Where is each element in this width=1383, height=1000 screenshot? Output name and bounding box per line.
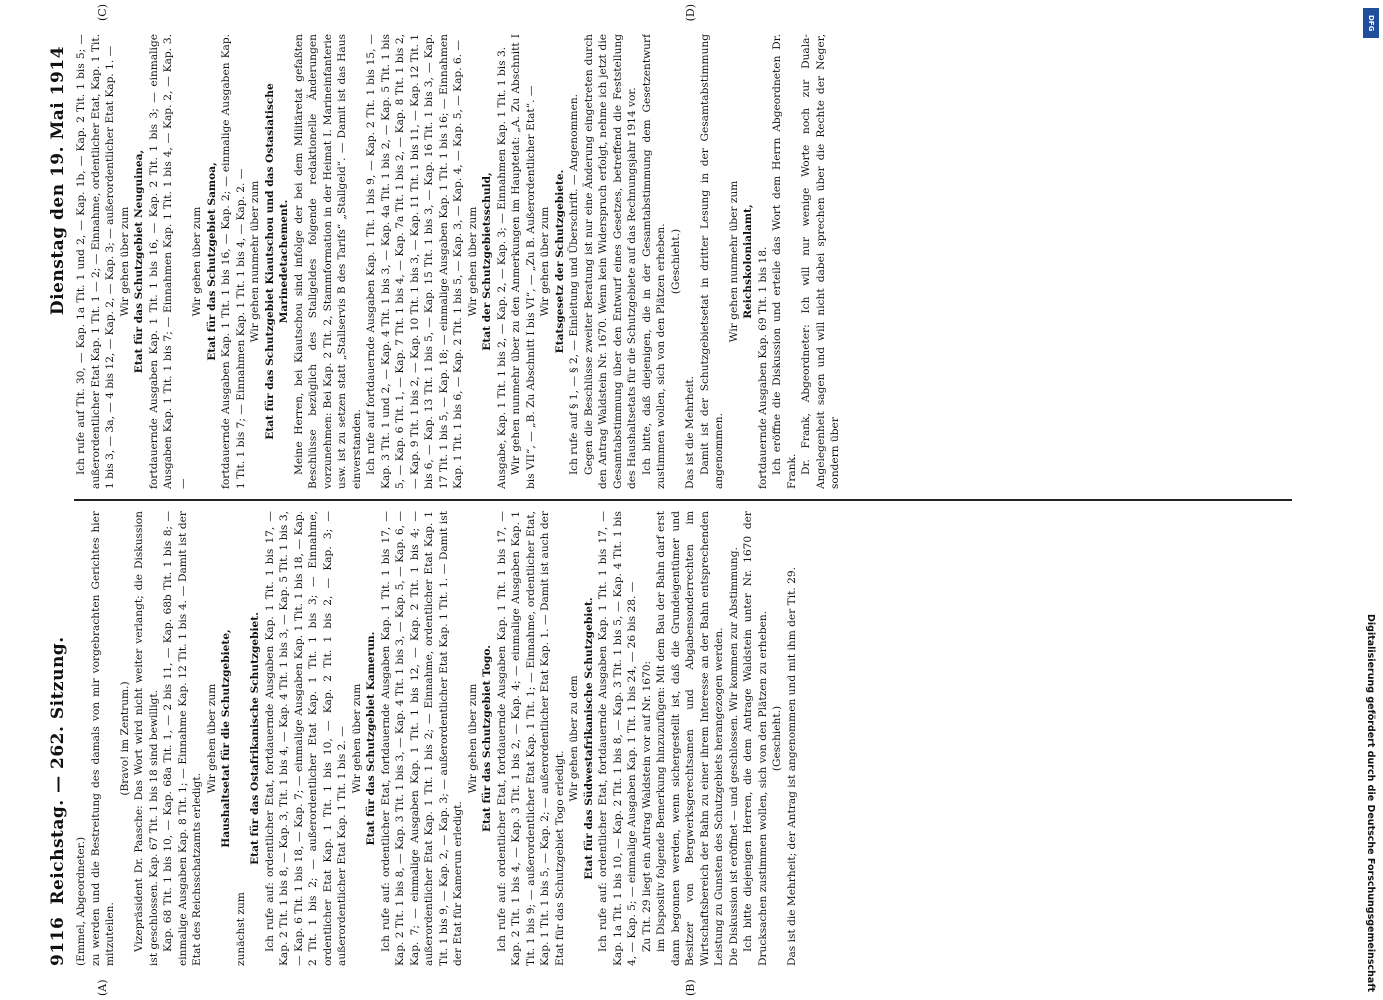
paragraph: Wir gehen nunmehr über zum (249, 180, 261, 343)
paragraph: (Geschieht.) (669, 228, 682, 295)
paragraph: Ausgabe, Kap. 1 Tit. 1 bis 2, — Kap. 2, — Kap. 3; — Einnahmen Kap. 1 Tit. 1 bis 3. (495, 46, 508, 489)
section-heading: Etat für das Schutzgebiet Kamerun. (365, 631, 377, 846)
paragraph: Ich bitte diejenigen Herren, die dem Antrage Waldstein unter Nr. 1670 der Drucksachen zustimmen wollen, sich von den Plätzen zu erheben. (742, 511, 769, 966)
paragraph: Gegen die Beschlüsse zweiter Beratung ist nur eine Änderung eingetreten durch den Antrag Waldstein Nr. 1670. Wenn kein Widerspruch erfolgt, nehme ich jetzt die Gesamtabstimmung über den Entwurf eines Gesetzes, betreffend die Feststellung des Haushaltsetats für die Schutzgebiete auf das Rechnungsjahr 1914 vor. (582, 34, 638, 489)
paragraph: Ich eröffne die Diskussion und erteile das Wort dem Herrn Abgeordneten Dr. Frank. (771, 34, 798, 489)
paragraph: Kap. 68 Tit. 1 bis 10, — Kap. 68a Tit. 1, — 2 bis 11, — Kap. 68b Tit. 1 bis 8; — einmalige Ausgaben Kap. 8 Tit. 1; — Einnahme Kap. 12 Tit. 1 bis 4. — Damit ist der Etat des Reichsschatzamts erledigt. (162, 511, 203, 966)
section-heading: Etat für das Schutzgebiet Neuguinea, (133, 149, 145, 374)
paragraph: (Geschieht.) (771, 705, 783, 772)
section-heading: Etat für das Schutzgebiet Kiautschou und das Ostasiatische Marinedetachement. (263, 83, 290, 440)
paragraph: Damit ist der Schutzgebietsetat in dritter Lesung in der Gesamtabstimmung angenommen. (698, 34, 725, 489)
left-column (74, 511, 1292, 966)
margin-mark-b: (B) (684, 979, 697, 996)
paragraph: Ich rufe auf: ordentlicher Etat, fortdauernde Ausgaben Kap. 1 Tit. 1 bis 17, — Kap. 2 Tit. 1 bis 4, — Kap. 3 Tit. 1 bis 2, — Kap. 4; — einmalige Ausgaben Kap. 1 Tit. 1 bis 9; — außerordentlicher Etat Kap. 1 Tit. 1; — Einnahme, ordentlicher Etat, Kap. 1 Tit. 1 bis 5, — Kap. 2; — außerordentlicher Etat Kap. 1. — Damit ist auch der Etat für das Schutzgebiet Togo erledigt. (495, 511, 566, 966)
paragraph: Das ist die Mehrheit. (684, 376, 696, 489)
right-column (74, 34, 1292, 489)
running-title-left: Reichstag. — 262. Sitzung. (48, 636, 68, 905)
paragraph: Ich rufe auf: ordentlicher Etat, fortdauernde Ausgaben Kap. 1 Tit. 1 bis 17, — Kap. 1a Tit. 1 bis 10, — Kap. 2 Tit. 1 bis 8, — Kap. 3 Tit. 1 bis 5, — Kap. 4 Tit. 1 bis 4, — Kap. 5; — einmalige Ausgaben Kap. 1 Tit. 1 bis 24, — 26 bis 28. — (597, 511, 638, 966)
paragraph: Wir gehen über zum (466, 683, 479, 794)
paragraph: Wir gehen über zum (539, 206, 551, 317)
paragraph: Wir gehen über zu dem (568, 675, 580, 802)
section-heading: Reichskolonialamt, (742, 204, 754, 319)
paragraph: fortdauernde Ausgaben Kap. 1 Tit. 1 bis 16, — Kap. 2; — einmalige Ausgaben Kap. 1 Tit. 1 bis 7; — Einnahmen Kap. 1 Tit. 1 bis 4, — Kap. 2. — (220, 34, 247, 489)
paragraph: fortdauernde Ausgaben Kap. 1 Tit. 1 bis 16, — Kap. 2 Tit. 1 bis 3; — einmalige Ausgaben Kap. 1 Tit. 1 bis 7; — Einnahmen Kap. 1 Tit. 1 bis 4, — Kap. 2, — Kap. 3. — (147, 34, 189, 489)
column-divider (74, 499, 1292, 501)
section-heading: Etat für das Südwestafrikanische Schutzgebiet. (582, 597, 595, 880)
paragraph: (Bravo! im Zentrum.) (118, 681, 131, 796)
paragraph: Wir gehen nunmehr über zu den Anmerkungen im Hauptetat: „A. Zu Abschnitt I bis VII“, — „B. Zu Abschnitt I bis VI“, — „Zu B. Außerordentlicher Etat“. — (510, 34, 537, 489)
paragraph: Meine Herren, bei Kiautschou sind infolge der bei dem Militäretat gefaßten Beschlüsse bezüglich des Stallgeldes folgende redaktionelle Änderungen vorzunehmen: Bei Kap. 2 Tit. 2, Stammformation in der Heimat I. Marineinfanterie usw. ist zu setzen statt „Stallservis B des Tarifs“ „Stallgeld“. — Damit ist das Haus einverstanden. (292, 34, 363, 489)
paragraph: Wir gehen nunmehr über zum (727, 180, 740, 343)
paragraph: Wir gehen über zum (191, 206, 203, 317)
paragraph: Ich rufe auf § 1, — § 2, — Einleitung und Überschrift. — Angenommen. (568, 93, 580, 475)
section-heading: Etatsgesetz der Schutzgebiete. (553, 169, 566, 354)
margin-mark-a: (A) (96, 979, 109, 996)
dfg-logo-icon: DFG (1363, 8, 1379, 38)
paragraph: Wir gehen über zum (466, 206, 479, 317)
section-heading: Etat der Schutzgebietsschuld, (481, 172, 493, 351)
paragraph: (Emmel, Abgeordneter.) (75, 836, 87, 966)
paragraph: Zu Tit. 29 liegt ein Antrag Waldstein vor auf Nr. 1670: (640, 660, 653, 952)
paragraph: Ich rufe auf: ordentlicher Etat, fortdauernde Ausgaben Kap. 1 Tit. 1 bis 17, — Kap. 2 Tit. 1 bis 8, — Kap. 3, Tit. 1 bis 4, — Kap. 4 Tit. 1 bis 3, — Kap. 5 Tit. 1 bis 3, — Kap. 6 Tit. 1 bis 18, — Kap. 7; — einmalige Ausgaben Kap. 1 Tit. 1 bis 18, — Kap. 2 Tit. 1 bis 2; — außerordentlicher Etat Kap. 1 Tit. 1 bis 3; — Einnahme, ordentlicher Etat Kap. 1 Tit. 1 bis 10, — Kap. 2 Tit. 1 bis 2, — Kap. 3; — außerordentlicher Etat Kap. 1 Tit. 1 bis 2. — (263, 511, 348, 966)
paragraph: zunächst zum (234, 892, 247, 966)
paragraph: Vizepräsident Dr. Paasche: Das Wort wird nicht weiter verlangt; die Diskussion ist geschlossen. Kap. 67 Tit. 1 bis 18 sind bewilligt. (133, 511, 160, 966)
paragraph: Wir gehen über zum (118, 206, 131, 317)
paragraph: Wir gehen über zum (205, 683, 218, 794)
margin-mark-d: (D) (684, 4, 697, 22)
credit-text: Digitalisierung gefördert durch die Deutsche Forschungsgemeinschaft (1365, 614, 1376, 992)
section-heading: Etat für das Schutzgebiet Togo. (481, 645, 493, 832)
section-heading: Haushaltsetat für die Schutzgebiete, (220, 629, 232, 848)
paragraph: Ich rufe auf fortdauernde Ausgaben Kap. 1 Tit. 1 bis 9, — Kap. 2 Tit. 1 bis 15, — Kap. 3 Tit. 1 und 2, — Kap. 4 Tit. 1 bis 3, — Kap. 4a Tit. 1 bis 2, — Kap. 5 Tit. 1 bis 5, — Kap. 6 Tit. 1, — Kap. 7 Tit. 1 bis 4, — Kap. 7a Tit. 1 bis 2, — Kap. 8 Tit. 1 bis 2, — Kap. 9 Tit. 1 bis 2, — Kap. 10 Tit. 1 bis 3, — Kap. 11 Tit. 1 bis 11, — Kap. 12 Tit. 1 bis 6, — Kap. 13 Tit. 1 bis 5, — Kap. 15 Tit. 1 bis 3, — Kap. 16 Tit. 1 bis 3, — Kap. 17 Tit. 1 bis 5, — Kap. 18; — einmalige Ausgaben Kap. 1 Tit. 1 bis 16; — Einnahmen Kap. 1 Tit. 1 bis 6, — Kap. 2 Tit. 1 bis 5, — Kap. 3, — Kap. 4, — Kap. 5, — Kap. 6. — (365, 34, 464, 489)
paragraph: Dr. Frank, Abgeordneter: Ich will nur wenige Worte noch zur Duala-Angelegenheit sagen und will nicht dabei sprechen über die Rechte der Neger, sondern über (800, 34, 841, 489)
paragraph: Ich bitte, daß diejenigen, die in der Gesamtabstimmung dem Gesetzentwurf zustimmen wollen, sich von den Plätzen erheben. (640, 34, 667, 489)
running-title-right: Dienstag den 19. Mai 1914 (48, 46, 68, 316)
section-heading: Etat für das Schutzgebiet Samoa, (205, 162, 218, 361)
paragraph: zu werden und die Bestreitung des damals von mir vorgebrachten Gerichtes hier mitzuteilen. (89, 511, 116, 966)
page-number: 9116 (48, 916, 68, 966)
margin-mark-c: (C) (96, 4, 109, 21)
paragraph: im Dispositiv folgende Bemerkung hinzuzufügen: Mit dem Bau der Bahn darf erst dann begonnen werden, wenn sichergestellt ist, daß die Grundeigentümer und Besitzer von Bergwerksgerechtsamen und Abgabensonderrechten im Wirtschaftsbereich der Bahn zu einer ihrem Interesse an der Bahn entsprechenden Leistung zu Gunsten des Schutzgebiets herangezogen werden. (655, 511, 725, 966)
paragraph: Die Diskussion ist eröffnet — und geschlossen. Wir kommen zur Abstimmung. (727, 547, 740, 966)
rotated-document-page (30, 0, 1310, 1000)
paragraph: fortdauernde Ausgaben Kap. 69 Tit. 1 bis 18. (756, 246, 769, 489)
paragraph: Ich rufe auf: ordentlicher Etat, fortdauernde Ausgaben Kap. 1 Tit. 1 bis 17, — Kap. 2 Tit. 1 bis 8, — Kap. 3 Tit. 1 bis 3, — Kap. 4 Tit. 1 bis 3, — Kap. 5, — Kap. 6, — Kap. 7; — einmalige Ausgaben Kap. 1 Tit. 1 bis 12, — Kap. 2 Tit. 1 bis 4; — außerordentlicher Etat Kap. 1 Tit. 1 bis 2; — Einnahme, ordentlicher Etat Kap. 1 Tit. 1 bis 9, — Kap. 2, — Kap. 3; — außerordentlicher Etat Kap. 1 Tit. 1. — Damit ist der Etat für Kamerun erledigt. (379, 511, 464, 966)
paragraph: Ich rufe auf Tit. 30, — Kap. 1a Tit. 1 und 2, — Kap. 1b, — Kap. 2 Tit. 1 bis 5; — außerordentlicher Etat Kap. 1 Tit. 1 — 2; — Einnahme, ordentlicher Etat, Kap. 1 Tit. 1 bis 3, — 3a, — 4 bis 12, — Kap. 2, — Kap. 3; — außerordentlicher Etat Kap. 1. — (75, 34, 116, 489)
paragraph: Wir gehen über zum (350, 683, 363, 794)
section-heading: Etat für das Ostafrikanische Schutzgebiet. (249, 612, 261, 865)
text-columns (74, 4, 1292, 996)
paragraph: Das ist die Mehrheit; der Antrag ist angenommen und mit ihm der Tit. 29. (785, 567, 798, 966)
page-header (48, 34, 74, 966)
digitization-credit (1363, 8, 1377, 992)
